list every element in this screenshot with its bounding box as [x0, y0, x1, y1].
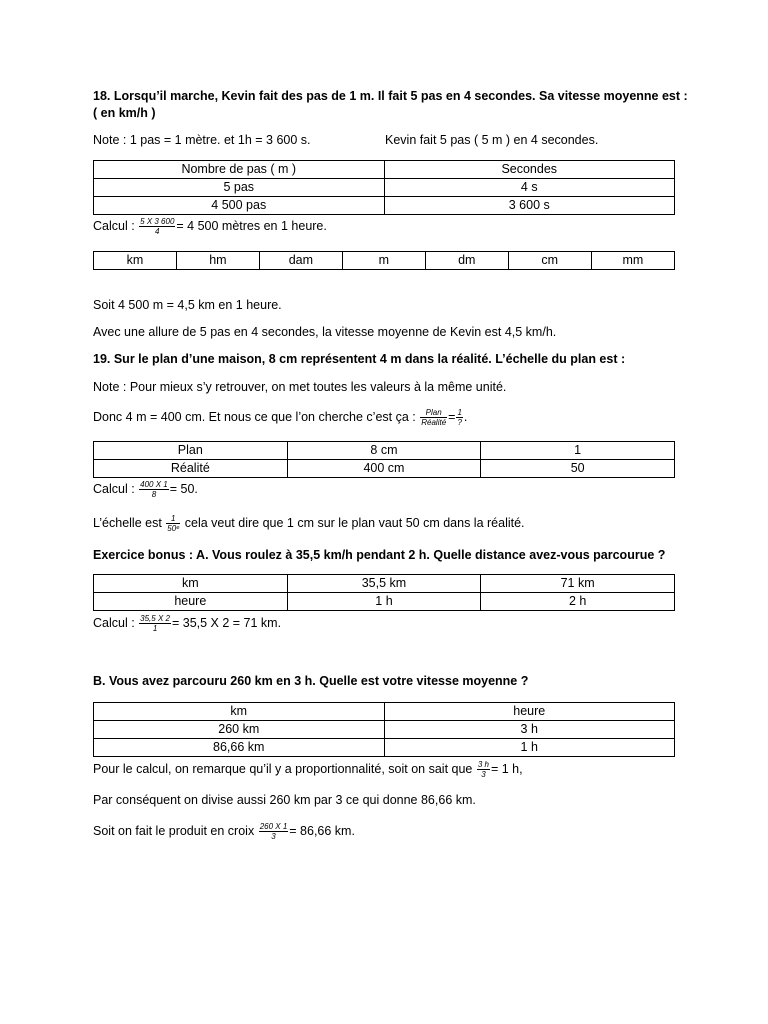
table-cell: 71 km: [481, 575, 675, 593]
table-cell: 400 cm: [287, 460, 481, 478]
table-cell: heure: [94, 593, 288, 611]
line-prefix: Soit on fait le produit en croix: [93, 823, 258, 838]
table-row: [94, 739, 675, 757]
table-cell: 3 h: [384, 721, 675, 739]
fraction-denominator: 1: [152, 624, 158, 633]
fraction-numerator: 5 X 3 600: [140, 217, 175, 226]
q19-calcul: [93, 480, 198, 499]
table-cell: hm: [176, 252, 259, 270]
q19-table: [93, 441, 675, 478]
q18-note-right: Kevin fait 5 pas ( 5 m ) en 4 secondes.: [385, 133, 599, 147]
fraction: [139, 614, 171, 633]
table-cell: heure: [384, 703, 675, 721]
line-suffix: = 86,66 km.: [289, 823, 355, 838]
table-cell: mm: [591, 252, 674, 270]
fraction-denominator: 8: [151, 490, 157, 499]
fraction-numerator: 3 h: [477, 760, 489, 769]
table-row: [94, 179, 675, 197]
fraction: [420, 408, 447, 427]
q19-donc: Donc 4 m = 400 cm. Et nous ce que l’on cherche c’est ça : $\frac{\text{Plan}}{\text{Réalité}}$ = $\frac{1}{?}$ .: [93, 408, 468, 427]
table-row: [94, 197, 675, 215]
table-row: [94, 593, 675, 611]
table-cell: 35,5 km: [287, 575, 481, 593]
table-cell: 1: [481, 442, 675, 460]
fraction: [166, 514, 180, 533]
fraction: [259, 822, 289, 841]
table-cell: cm: [508, 252, 591, 270]
table-cell: km: [94, 252, 177, 270]
fraction: [456, 408, 462, 427]
fraction-denominator: 50ᵉ: [167, 524, 180, 533]
fraction-numerator: 260 X 1: [259, 822, 288, 831]
table-cell: 50: [481, 460, 675, 478]
table-row: [94, 575, 675, 593]
table-cell: 8 cm: [287, 442, 481, 460]
table-row: [94, 721, 675, 739]
table-cell: 4 s: [384, 179, 675, 197]
table-row: [94, 703, 675, 721]
q18-table: [93, 160, 675, 215]
fraction: [139, 217, 175, 236]
fraction-numerator: Plan: [420, 408, 447, 418]
fraction-denominator: Réalité: [421, 418, 447, 427]
table-cell: 1 h: [384, 739, 675, 757]
line-suffix: = 1 h,: [490, 761, 523, 776]
echelle-prefix: L’échelle est: [93, 515, 166, 530]
table-cell: 1 h: [287, 593, 481, 611]
calc-suffix: = 4 500 mètres en 1 heure.: [176, 218, 327, 233]
table-row: [94, 442, 675, 460]
table-row: [94, 161, 675, 179]
table-cell: Plan: [94, 442, 288, 460]
table-row: [94, 460, 675, 478]
bonus-b-title: B. Vous avez parcouru 260 km en 3 h. Quelle est votre vitesse moyenne ?: [93, 674, 529, 688]
fraction-denominator: 3: [271, 832, 276, 841]
fraction-denominator: 4: [155, 227, 160, 236]
fraction-numerator: 400 X 1: [140, 480, 168, 489]
fraction: [477, 760, 490, 779]
echelle-suffix: cela veut dire que 1 cm sur le plan vaut 50 cm dans la réalité.: [181, 515, 525, 530]
bonus-a-calcul: [93, 614, 281, 633]
fraction-numerator: 1: [166, 514, 180, 524]
table-cell: km: [94, 703, 385, 721]
q18-result2: Avec une allure de 5 pas en 4 secondes, la vitesse moyenne de Kevin est 4,5 km/h.: [93, 325, 557, 339]
bonus-b-line3: [93, 822, 355, 841]
table-cell: Réalité: [94, 460, 288, 478]
table-cell: Secondes: [384, 161, 675, 179]
q18-calcul: [93, 217, 327, 236]
q18-title-line1: 18. Lorsqu’il marche, Kevin fait des pas de 1 m. Il fait 5 pas en 4 secondes. Sa vitesse moyenne est :: [93, 89, 688, 103]
calc-prefix: Calcul :: [93, 481, 139, 496]
table-cell: m: [342, 252, 425, 270]
bonus-b-table: [93, 702, 675, 757]
table-cell: dm: [425, 252, 508, 270]
q18-note: Note : 1 pas = 1 mètre. et 1h = 3 600 s.: [93, 133, 311, 147]
table-cell: 86,66 km: [94, 739, 385, 757]
table-row: [94, 252, 675, 270]
q19-echelle: [93, 514, 525, 533]
table-cell: km: [94, 575, 288, 593]
q18-units-table: [93, 251, 675, 270]
q18-title-line2: ( en km/h ): [93, 106, 156, 120]
table-cell: 4 500 pas: [94, 197, 385, 215]
table-cell: 260 km: [94, 721, 385, 739]
donc-text: Donc 4 m = 400 cm. Et nous ce que l’on cherche c’est ça :: [93, 409, 416, 424]
calc-prefix: Calcul :: [93, 615, 139, 630]
table-cell: 5 pas: [94, 179, 385, 197]
q19-title: 19. Sur le plan d’une maison, 8 cm représentent 4 m dans la réalité. L’échelle du plan est :: [93, 352, 626, 366]
table-cell: 3 600 s: [384, 197, 675, 215]
table-cell: Nombre de pas ( m ): [94, 161, 385, 179]
q18-result1: Soit 4 500 m = 4,5 km en 1 heure.: [93, 298, 282, 312]
calc-suffix: = 50.: [169, 481, 198, 496]
q19-note: Note : Pour mieux s’y retrouver, on met toutes les valeurs à la même unité.: [93, 380, 507, 394]
calc-prefix: Calcul :: [93, 218, 139, 233]
fraction-denominator: 3: [481, 770, 486, 779]
fraction-denominator: ?: [457, 418, 462, 427]
fraction: [139, 480, 169, 499]
table-cell: dam: [259, 252, 342, 270]
bonus-b-line2: Par conséquent on divise aussi 260 km par 3 ce qui donne 86,66 km.: [93, 793, 476, 807]
fraction-numerator: 35,5 X 2: [140, 614, 170, 623]
bonus-a-title: Exercice bonus : A. Vous roulez à 35,5 km/h pendant 2 h. Quelle distance avez-vous parcourue ?: [93, 548, 666, 562]
line-prefix: Pour le calcul, on remarque qu’il y a proportionnalité, soit on sait que: [93, 761, 476, 776]
calc-suffix: = 35,5 X 2 = 71 km.: [171, 615, 282, 630]
fraction-numerator: 1: [457, 408, 462, 417]
table-cell: 2 h: [481, 593, 675, 611]
bonus-a-table: [93, 574, 675, 611]
bonus-b-line1: [93, 760, 523, 779]
